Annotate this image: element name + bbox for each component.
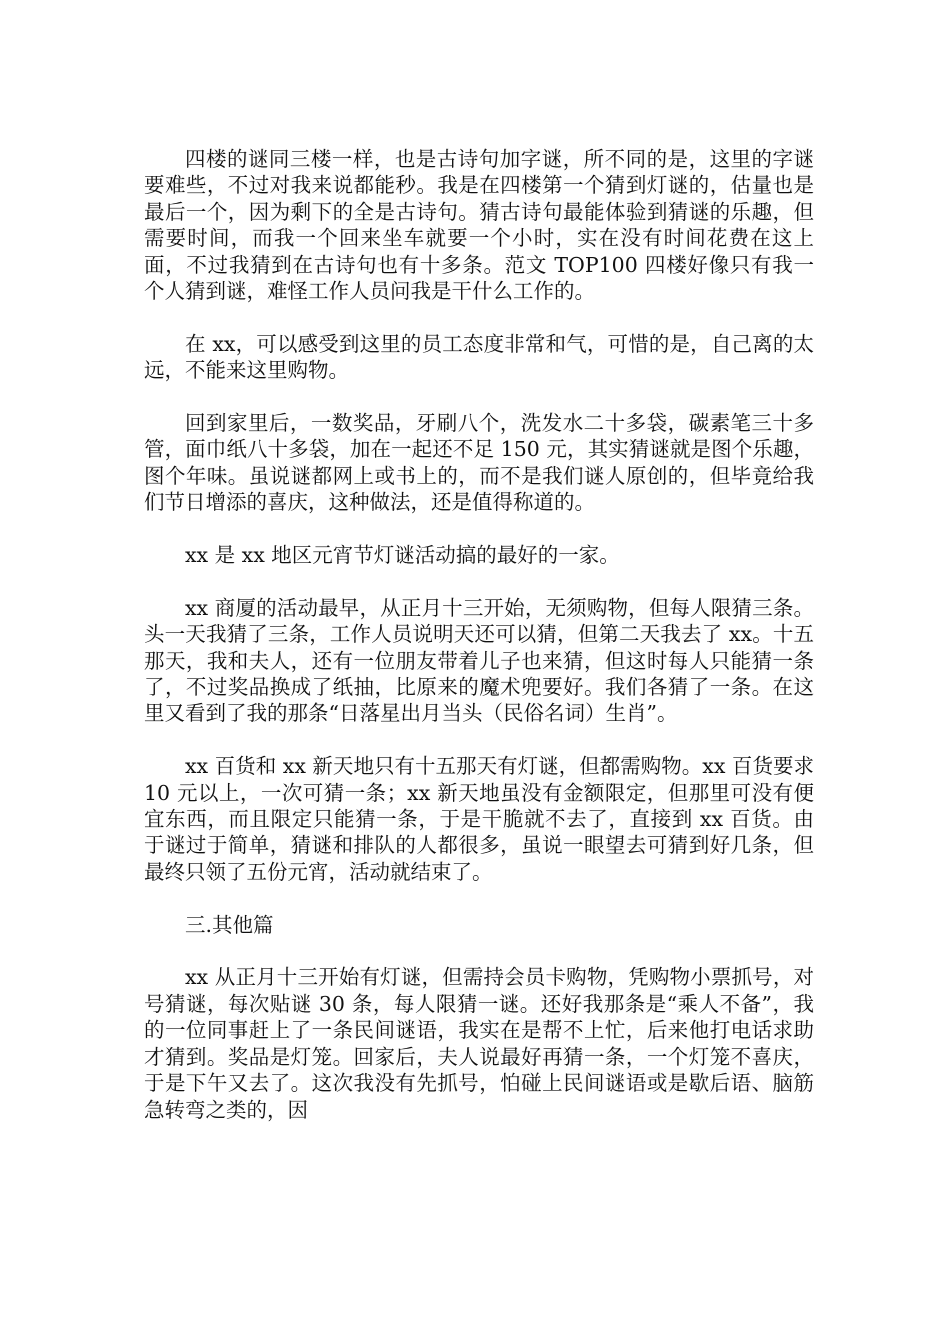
paragraph-shopping-mall: xx 商厦的活动最早，从正月十三开始，无须购物，但每人限猜三条。头一天我猜了三条，工作人员说明天还可以猜，但第二天我去了 xx。十五那天，我和夫人，还有一位朋友带着儿子也来猜，但这时每人只能猜一条了，不过奖品换成了纸抽，比原来的魔术兜要好。我们各猜了一条。在这里又看到了我的那条“日落星出月当头（民俗名词）生肖”。 <box>144 595 814 726</box>
document-body <box>144 146 814 1149</box>
paragraph-fourth-floor: 四楼的谜同三楼一样，也是古诗句加字谜，所不同的是，这里的字谜要难些，不过对我来说都能秒。我是在四楼第一个猜到灯谜的，估量也是最后一个，因为剩下的全是古诗句。猜古诗句最能体验到猜谜的乐趣，但需要时间，而我一个回来坐车就要一个小时，实在没有时间花费在这上面，不过我猜到在古诗句也有十多条。范文 TOP100 四楼好像只有我一个人猜到谜，难怪工作人员问我是干什么工作的。 <box>144 147 814 304</box>
paragraph-prizes: 回到家里后，一数奖品，牙刷八个，洗发水二十多袋，碳素笔三十多管，面巾纸八十多袋，加在一起还不足 150 元，其实猜谜就是图个乐趣，图个年味。虽说谜都网上或书上的，而不是我们谜人原创的，但毕竟给我们节日增添的喜庆，这种做法，还是值得称道的。 <box>144 411 814 515</box>
section-heading-other: 三.其他篇 <box>185 912 274 937</box>
paragraph-staff-attitude: 在 xx，可以感受到这里的员工态度非常和气，可惜的是，自己离的太远，不能来这里购物。 <box>144 331 814 383</box>
paragraph-department-store: xx 百货和 xx 新天地只有十五那天有灯谜，但都需购物。xx 百货要求 10 元以上，一次可猜一条；xx 新天地虽没有金额限定，但那里可没有便宜东西，而且限定只能猜一条，于是干脆就不去了，直接到 xx 百货。由于谜过于简单，猜谜和排队的人都很多，虽说一眼望去可猜到好几条，但最终只领了五份元宵，活动就结束了。 <box>144 754 814 884</box>
paragraph-member-card: xx 从正月十三开始有灯谜，但需持会员卡购物，凭购物小票抓号，对号猜谜，每次贴谜 30 条，每人限猜一谜。还好我那条是“乘人不备”，我的一位同事赶上了一条民间谜语，我实在是帮不上忙，后来他打电话求助才猜到。奖品是灯笼。回家后，夫人说最好再猜一条，一个灯笼不喜庆，于是下午又去了。这次我没有先抓号，怕碰上民间谜语或是歇后语、脑筋急转弯之类的，因 <box>144 965 814 1122</box>
paragraph-best-event: xx 是 xx 地区元宵节灯谜活动搞的最好的一家。 <box>185 543 620 568</box>
